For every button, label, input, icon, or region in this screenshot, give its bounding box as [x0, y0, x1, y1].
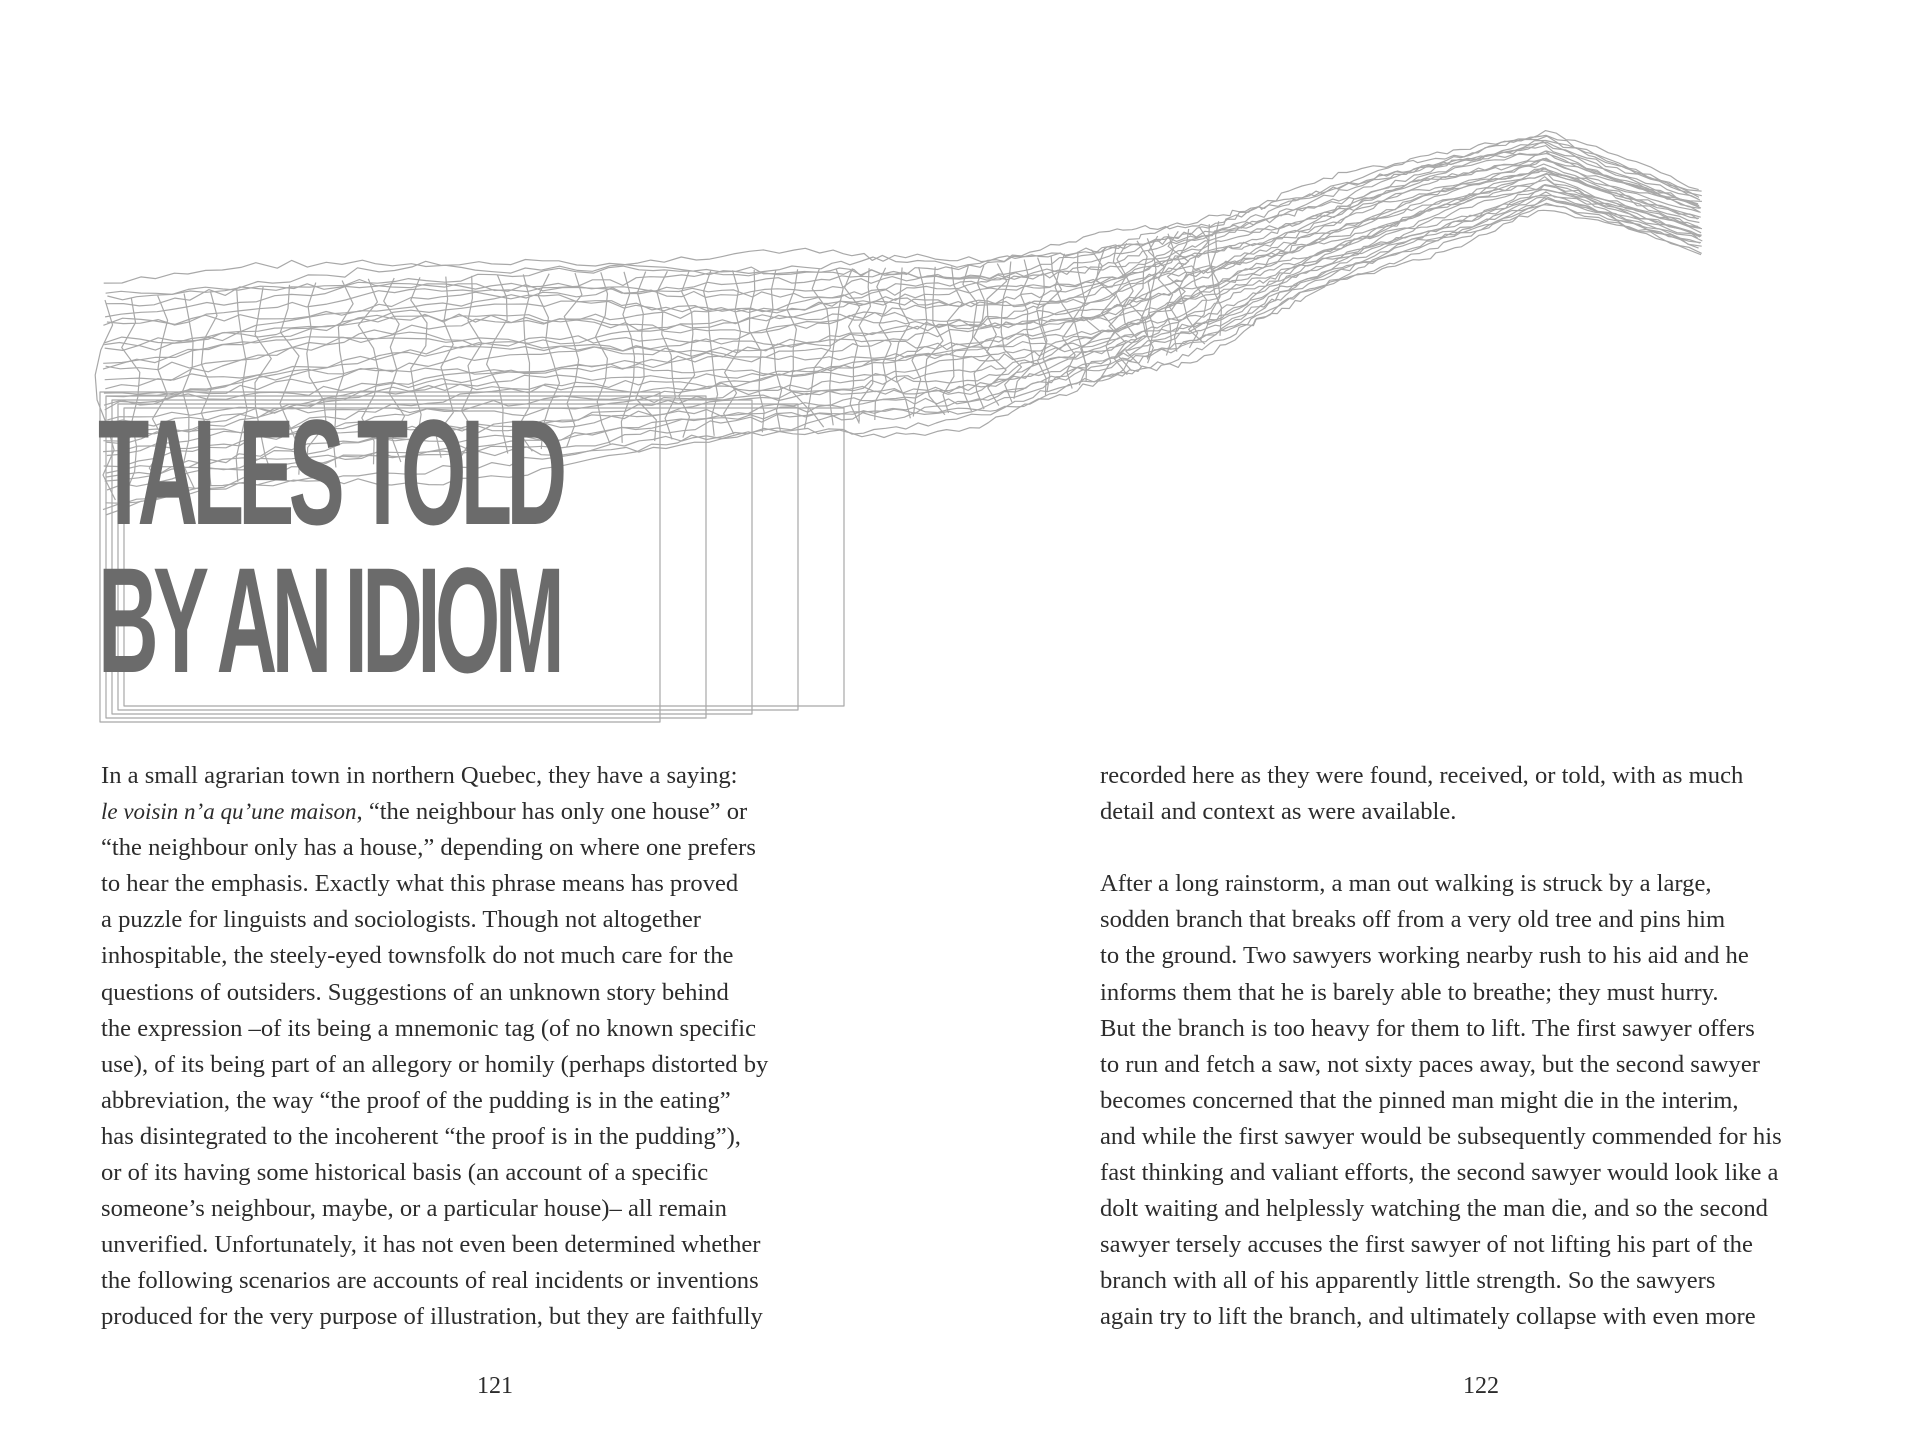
text-line: sodden branch that breaks off from a very old tree and pins him: [1100, 906, 1726, 934]
title-line-1: TALES TOLD: [98, 388, 562, 556]
line-art-strand: [107, 173, 1702, 420]
text-line: informs them that he is barely able to breathe; they must hurry.: [1100, 978, 1719, 1006]
page-number-left: 121: [477, 1373, 513, 1399]
text-line: inhospitable, the steely-eyed townsfolk do not much care for the: [101, 942, 734, 970]
text-line: again try to lift the branch, and ultimately collapse with even more: [1100, 1303, 1756, 1331]
text-line: sawyer tersely accuses the first sawyer of not lifting his part of the: [1100, 1231, 1753, 1259]
text-fragment: , “the neighbour has only one house” or: [356, 798, 748, 826]
text-line: has disintegrated to the incoherent “the proof is in the pudding”),: [101, 1122, 741, 1150]
text-line: use), of its being part of an allegory or homily (perhaps distorted by: [101, 1050, 769, 1078]
line-art-echo: [564, 273, 582, 447]
text-line: to run and fetch a saw, not sixty paces away, but the second sawyer: [1100, 1050, 1760, 1078]
text-line: and while the first sawyer would be subsequently commended for his: [1100, 1122, 1782, 1150]
text-line: “the neighbour only has a house,” depending on where one prefers: [101, 834, 756, 862]
text-line: dolt waiting and helplessly watching the man die, and so the second: [1100, 1195, 1768, 1223]
text-line: After a long rainstorm, a man out walking is struck by a large,: [1100, 870, 1712, 898]
text-line: becomes concerned that the pinned man might die in the interim,: [1100, 1086, 1739, 1114]
text-line: someone’s neighbour, maybe, or a particular house)– all remain: [101, 1195, 727, 1223]
paragraph-gap: [1100, 830, 1852, 866]
text-line: questions of outsiders. Suggestions of an unknown story behind: [101, 978, 729, 1006]
text-line: But the branch is too heavy for them to lift. The first sawyer offers: [1100, 1014, 1755, 1042]
line-art-echo: [830, 269, 843, 426]
line-art-strand: [105, 154, 1699, 351]
text-line: the following scenarios are accounts of real incidents or inventions: [101, 1267, 759, 1295]
text-line: In a small agrarian town in northern Quebec, they have a saying:: [101, 762, 738, 789]
spread-title: [98, 388, 562, 704]
italic-phrase: le voisin n’a qu’une maison: [101, 799, 357, 825]
text-line: or of its having some historical basis (an account of a specific: [101, 1159, 709, 1187]
left-page-text: [101, 758, 853, 1336]
text-line: abbreviation, the way “the proof of the pudding is in the eating”: [101, 1086, 731, 1114]
text-line: to the ground. Two sawyers working nearby rush to his aid and he: [1100, 942, 1749, 970]
text-line: unverified. Unfortunately, it has not even been determined whether: [101, 1231, 761, 1259]
text-line: produced for the very purpose of illustration, but they are faithfully: [101, 1303, 763, 1331]
text-line: to hear the emphasis. Exactly what this phrase means has proved: [101, 870, 739, 898]
line-art-strand: [104, 131, 1699, 284]
line-art-echo: [845, 268, 860, 423]
text-line: detail and context as were available.: [1100, 798, 1457, 826]
text-line: a puzzle for linguists and sociologists. Though not altogether: [101, 906, 701, 934]
page-number-right: 122: [1463, 1373, 1499, 1399]
title-line-2: BY AN IDIOM: [98, 536, 560, 704]
line-art-strand: [104, 151, 1702, 346]
text-line: the expression –of its being a mnemonic tag (of no known specific: [101, 1014, 756, 1042]
right-page-text: [1100, 758, 1852, 1336]
text-line: branch with all of his apparently little strength. So the sawyers: [1100, 1267, 1716, 1295]
text-line: [101, 794, 853, 830]
text-line: recorded here as they were found, received, or told, with as much: [1100, 762, 1744, 789]
text-line: fast thinking and valiant efforts, the second sawyer would look like a: [1100, 1159, 1779, 1187]
line-art-strand: [107, 168, 1701, 397]
